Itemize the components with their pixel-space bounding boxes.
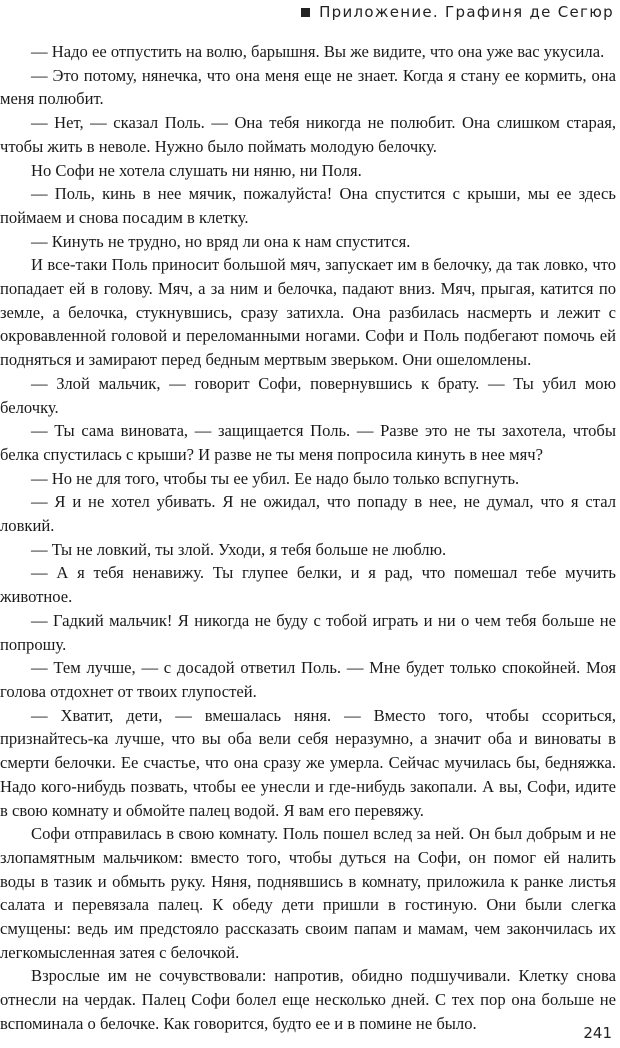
header-square-icon bbox=[301, 8, 310, 17]
paragraph: — Ты не ловкий, ты злой. Уходи, я тебя больше не люблю. bbox=[31, 539, 447, 559]
paragraph: — Надо ее отпустить на волю, барышня. Вы же видите, что она уже вас укусила. bbox=[31, 42, 605, 61]
paragraph: — Это потому, нянечка, что она меня еще не знает. Когда я стану ее кормить, она меня полюбит. bbox=[0, 65, 616, 109]
paragraph: — Тем лучше, — с досадой ответил Поль. — Мне будет только спокойней. Моя голова отдохнет от твоих глупостей. bbox=[0, 658, 616, 701]
paragraph: — Кинуть не трудно, но вряд ли она к нам спустится. bbox=[31, 231, 411, 251]
paragraph: Софи отправилась в свою комнату. Поль пошел вслед за ней. Он был добрым и не злопамятным мальчиком: вместо того, чтобы дуться на Софи, он помог ей налить воды в тазик и обмыть руку. Няня, поднявшись в комнату, приложила к ранке листья салата и перевязала палец. К обеду дети пришли в гостиную. Они были слегка смущены: ведь им предстояло рассказать своим папам и мамам, чем закончилась их легкомысленная затея с белочкой. bbox=[0, 824, 616, 962]
paragraph: Но Софи не хотела слушать ни няню, ни Поля. bbox=[31, 160, 362, 180]
page-number: 241 bbox=[583, 1024, 612, 1042]
running-header bbox=[301, 3, 614, 21]
body-text bbox=[0, 40, 616, 1036]
paragraph: — Но не для того, чтобы ты ее убил. Ее надо было только вспугнуть. bbox=[31, 468, 520, 488]
running-title: Приложение. Графиня де Сегюр bbox=[319, 3, 614, 21]
paragraph: — Нет, — сказал Поль. — Она тебя никогда не полюбит. Она слишком старая, чтобы жить в неволе. Нужно было поймать молодую белочку. bbox=[0, 113, 616, 156]
paragraph: И все-таки Поль приносит большой мяч, запускает им в белочку, да так ловко, что попадает ей в голову. Мяч, а за ним и белочка, падают вниз. Мяч, прыгая, катится по земле, а белочка, стукнувшись, сразу затихла. Она разбилась насмерть и лежит с окровавленной головой и переломанными ногами. Софи и Поль подбегают помочь ей подняться и замирают перед бедным мертвым зверьком. Они ошеломлены. bbox=[0, 255, 616, 370]
paragraph: — Гадкий мальчик! Я никогда не буду с тобой играть и ни о чем тебя больше не попрошу. bbox=[0, 610, 616, 654]
paragraph: — Ты сама виновата, — защищается Поль. — Разве это не ты захотела, чтобы белка спустилась с крыши? И разве не ты меня попросила кинуть в нее мяч? bbox=[0, 421, 616, 464]
paragraph: — Я и не хотел убивать. Я не ожидал, что попаду в нее, не думал, что я стал ловкий. bbox=[0, 492, 616, 536]
paragraph: Взрослые им не сочувствовали: напротив, обидно подшучивали. Клетку снова отнесли на чердак. Палец Софи болел еще несколько дней. С тех пор она больше не вспоминала о белочке. Как говорится, будто ее и в помине не было. bbox=[0, 966, 616, 1033]
paragraph: — Злой мальчик, — говорит Софи, повернувшись к брату. — Ты убил мою белочку. bbox=[0, 373, 616, 417]
paragraph: — А я тебя ненавижу. Ты глупее белки, и я рад, что помешал тебе мучить животное. bbox=[0, 563, 616, 607]
paragraph: — Поль, кинь в нее мячик, пожалуйста! Она спустится с крыши, мы ее здесь поймаем и снова посадим в клетку. bbox=[0, 184, 616, 227]
paragraph: — Хватит, дети, — вмешалась няня. — Вместо того, чтобы ссориться, признайтесь-ка лучше, что вы оба вели себя неразумно, а значит оба и виноваты в смерти белочки. Ее счастье, что она сразу же умерла. Сейчас мучилась бы, бедняжка. Надо кого-нибудь позвать, чтобы ее унесли и где-нибудь закопали. А вы, Софи, идите в свою комнату и обмойте палец водой. Я вам его перевяжу. bbox=[0, 705, 616, 820]
